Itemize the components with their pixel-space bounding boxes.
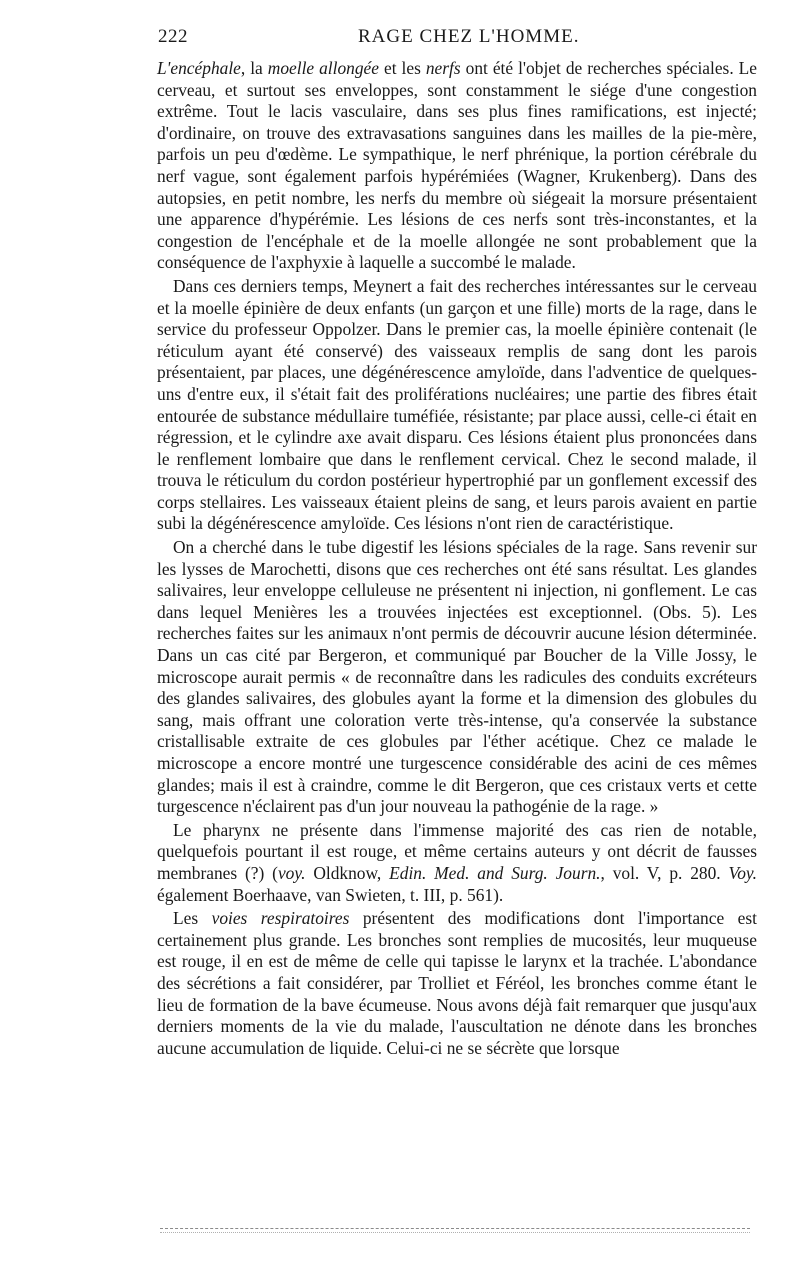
paragraph-4-segment-1: Le pharynx ne présente dans l'immense majorité des cas rien de notable, quelquefois pourtant il est rouge, et même certains auteurs y ont décrit de fausses membranes (?) ( xyxy=(157,819,757,883)
paragraph-2-segment-1: Dans ces derniers temps, Meynert a fait des recherches intéressantes sur le cerveau et la moelle épinière de deux enfants (un garçon et une fille) morts de la rage, dans le service du professeur Oppolzer. Dans le premier cas, la moelle épinière contenait (le réticulum ayant été conservé) des vaisseaux remplis de sang dont les parois présentaient, par places, une dégénérescence amyloïde, dans l'adventice de quelques-uns d'entre eux, il s'était fait des proliférations nucléaires; une partie des fibres était entourée de substance médullaire tuméfiée, résistante; par place aussi, celle-ci était en régression, et le cylindre axe avait disparu. Ces lésions étaient plus prononcées dans le renflement lombaire que dans le renflement cervical. Chez le second malade, il trouva le réticulum du cordon postérieur hypertrophié par un gonflement excessif des corps stellaires. Les vaisseaux étaient pleins de sang, et leurs parois avaient en partie subi la dégénérescence amyloïde. Ces lésions n'ont rien de caractéristique. xyxy=(157,275,757,534)
paragraph-5-segment-3: présentent des modifications dont l'importance est certainement plus grande. Les bronches sont remplies de mucosités, leur muqueuse est rouge, il en est de même de celle qui tapisse le larynx et la trachée. L'abondance des sécrétions a fait considérer, par Trolliet et Féréol, les bronches comme étant le lieu de formation de la bave écumeuse. Nous avons déjà fait remarquer que jusqu'aux derniers moments de la vie du malade, l'auscultation ne dénote dans les bronches aucune accumulation de liquide. Celui-ci ne se sécrète que lorsque xyxy=(157,908,757,1058)
page-number: 222 xyxy=(158,26,188,47)
paragraph-4 xyxy=(157,820,757,906)
paragraph-5 xyxy=(157,908,757,1059)
paragraph-1-segment-3: moelle allongée xyxy=(267,58,379,78)
paragraph-4-segment-2: voy. xyxy=(277,862,306,883)
paragraph-5-segment-1: Les xyxy=(173,908,212,929)
paragraph-2 xyxy=(157,276,757,535)
paragraph-3 xyxy=(157,537,757,818)
running-title: RAGE CHEZ L'HOMME. xyxy=(358,26,580,47)
paragraph-4-segment-7: également Boerhaave, van Swieten, t. III, p. 561). xyxy=(157,884,504,905)
paragraph-4-segment-3: Oldknow, xyxy=(305,862,390,883)
paragraph-3-segment-1: On a cherché dans le tube digestif les lésions spéciales de la rage. Sans revenir sur les lysses de Marochetti, disons que ces recherches ont été sans résultat. Les glandes salivaires, leur enveloppe celluleuse ne présentent ni injection, ni gonflement. Le cas dans lequel Menières les a trouvées injectées est exceptionnel. (Obs. 5). Les recherches faites sur les animaux n'ont permis de découvrir aucune lésion déterminée. Dans un cas cité par Bergeron, et communiqué par Boucher de la Ville Jossy, le microscope aurait permis « de reconnaître dans les radicules des conduits excréteurs des glandes salivaires, des globules ayant la forme et la dimension des globules du sang, mais offrant une coloration verte très-intense, qu'a conservée la substance cristallisable extraite de ces globules par l'éther acétique. Chez ce malade le microscope a encore montré une turgescence considérable des acini de ces mêmes glandes; mais il est à craindre, comme le dit Bergeron, que ces cristaux verts et cette turgescence n'éclairent pas d'un jour nouveau la pathogénie de la rage. » xyxy=(157,537,757,817)
paragraph-1-segment-5: nerfs xyxy=(425,58,461,78)
paragraph-1-segment-4: et les xyxy=(379,58,426,78)
body-text xyxy=(157,58,757,1061)
paragraph-5-segment-2: voies respiratoires xyxy=(211,908,350,929)
paragraph-1-segment-6: ont été l'objet de recherches spéciales. Le cerveau, et surtout ses enveloppes, sont constamment le siége d'une congestion extrême. Tout le lacis vasculaire, dans ses plus fines ramifications, est injecté; d'ordinaire, on trouve des extravasations sanguines dans les mailles de la pie-mère, parfois un peu d'œdème. Le sympathique, le nerf phrénique, la portion cérébrale du nerf vague, sont également parfois hypérémiées (Wagner, Krukenberg). Dans des autopsies, en petit nombre, les nerfs du membre où siégeait la morsure présentaient une apparence d'hypérémie. Les lésions de ces nerfs sont très-inconstantes, et la congestion de l'encéphale et de la moelle allongée ne sont probablement que la conséquence de l'axphyxie à laquelle a succombé le malade. xyxy=(157,58,757,273)
footer-rule-secondary xyxy=(160,1232,750,1233)
page-header xyxy=(158,26,758,56)
paragraph-1-segment-1: L'encéphale xyxy=(157,58,241,78)
footer-rule xyxy=(160,1228,750,1229)
paragraph-1 xyxy=(157,58,757,274)
paragraph-1-segment-2: , la xyxy=(240,58,268,78)
paragraph-4-segment-5: , vol. V, p. 280. xyxy=(600,862,729,883)
paragraph-4-segment-6: Voy. xyxy=(728,862,757,883)
paragraph-4-segment-4: Edin. Med. and Surg. Journ. xyxy=(389,862,601,883)
